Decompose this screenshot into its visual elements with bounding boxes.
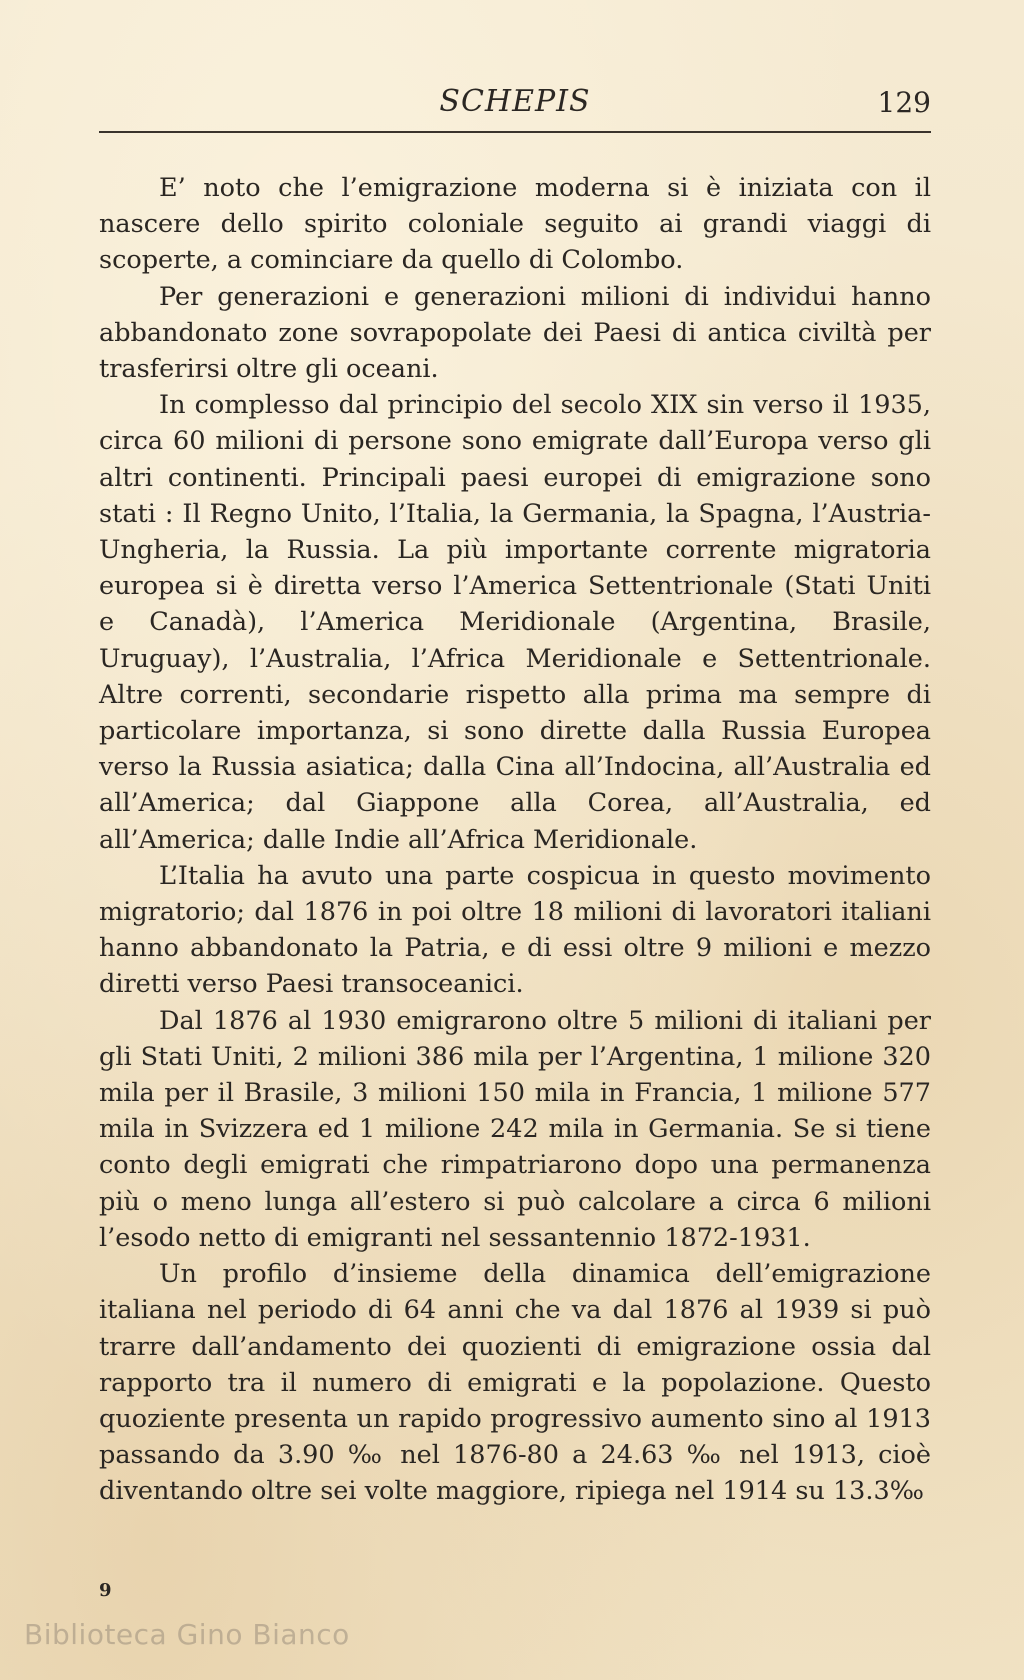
paragraph-4: L’Italia ha avuto una parte cospicua in questo movimento migratorio; dal 1876 in poi oltre 18 milioni di lavoratori italiani hanno abbandonato la Patria, e di essi oltre 9 milioni e mezzo diretti verso Paesi transoceanici.: [99, 860, 931, 1000]
paragraph-5: Dal 1876 al 1930 emigrarono oltre 5 milioni di italiani per gli Stati Uniti, 2 milioni 386 mila per l’Argentina, 1 milione 320 mila per il Brasile, 3 milioni 150 mila in Francia, 1 milione 577 mila in Svizzera ed 1 milione 242 mila in Germania. Se si tiene conto degli emigrati che rimpatriarono dopo una permanenza più o meno lunga all’estero si può calcolare a circa 6 milioni l’esodo netto di emigranti nel sessantennio 1872-1931.: [99, 1005, 931, 1253]
library-watermark: Biblioteca Gino Bianco: [24, 1618, 350, 1651]
header-rule: [99, 131, 931, 133]
paragraph-3: In complesso dal principio del secolo XIX sin verso il 1935, circa 60 milioni di persone sono emigrate dall’Europa verso gli altri continenti. Principali paesi europei di emigrazione sono stati : Il Regno Unito, l’Italia, la Germania, la Spagna, l’Austria-Ungheria, la Russia. La più importante corrente migratoria europea si è diretta verso l’America Settentrionale (Stati Uniti e Canadà), l’America Meridionale (Argentina, Brasile, Uruguay), l’Australia, l’Africa Meridionale e Settentrionale. Altre correnti, secondarie rispetto alla prima ma sempre di particolare importanza, si sono dirette dalla Russia Europea verso la Russia asiatica; dalla Cina all’Indocina, all’Australia ed all’America; dal Giappone alla Corea, all’Australia, ed all’America; dalle Indie all’Africa Meridionale.: [99, 390, 931, 855]
body-text: [99, 170, 931, 1510]
paragraph-2: Per generazioni e generazioni milioni di individui hanno abbandonato zone sovrapopolate dei Paesi di antica civiltà per trasferirsi oltre gli oceani.: [99, 281, 931, 385]
page-header: [99, 76, 931, 132]
paragraph-6: Un profilo d’insieme della dinamica dell’emigrazione italiana nel periodo di 64 anni che va dal 1876 al 1939 si può trarre dall’andamento dei quozienti di emigrazione ossia dal rapporto tra il numero di emigrati e la popolazione. Questo quoziente presenta un rapido progressivo aumento sino al 1913 passando da 3.90 ‰ nel 1876-80 a 24.63 ‰ nel 1913, cioè diventando oltre sei volte maggiore, ripiega nel 1914 su 13.3‰: [99, 1259, 931, 1507]
running-head: SCHEPIS: [439, 84, 591, 119]
page-number: 129: [877, 86, 931, 119]
signature-mark: 9: [99, 1580, 112, 1601]
paragraph-1: E’ noto che l’emigrazione moderna si è iniziata con il nascere dello spirito coloniale seguito ai grandi viaggi di scoperte, a cominciare da quello di Colombo.: [99, 173, 931, 276]
